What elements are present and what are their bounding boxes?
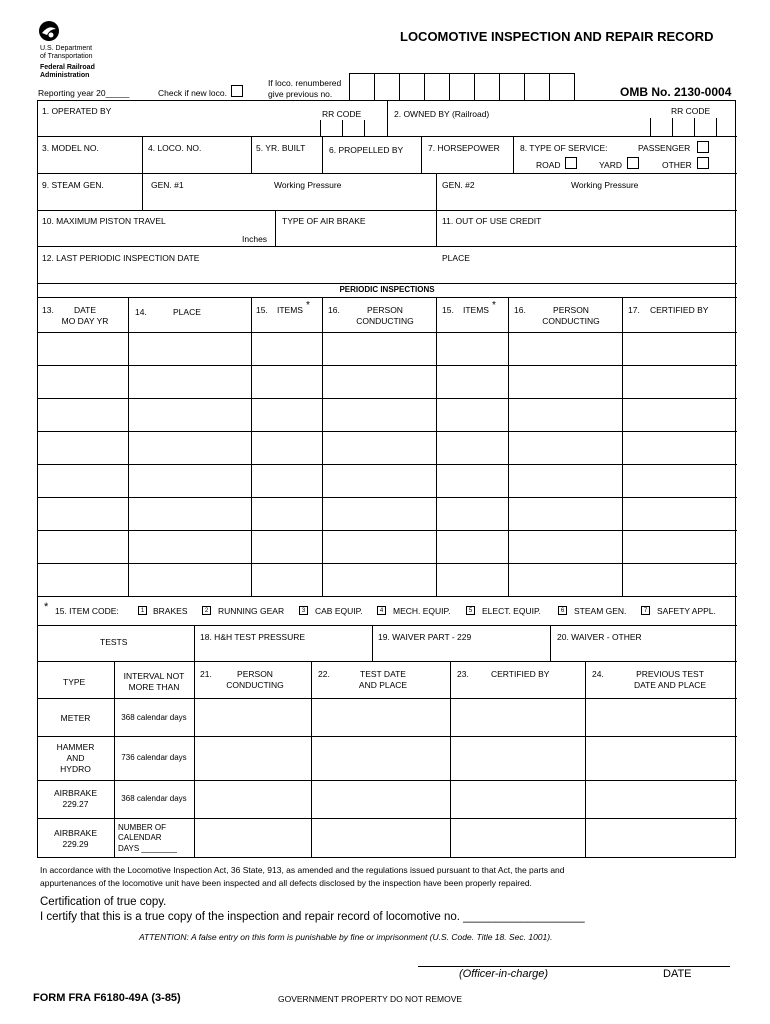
col15b-items: ITEMS	[463, 305, 489, 315]
date-label: DATE	[663, 968, 692, 980]
periodic-row[interactable]	[37, 432, 737, 464]
certification-title: Certification of true copy.	[40, 896, 167, 908]
c24-previous-test: PREVIOUS TEST	[636, 669, 704, 679]
test-type-hydro: HYDRO	[60, 764, 91, 774]
air-brake-field[interactable]	[278, 228, 433, 244]
certification-text[interactable]: I certify that this is a true copy of the inspection and repair record of locomotive no. ___________________	[40, 911, 585, 923]
periodic-row[interactable]	[37, 333, 737, 365]
rr-code-2-label: RR CODE	[671, 106, 711, 116]
col15b-num: 15.	[442, 305, 454, 315]
new-loco-checkbox[interactable]	[231, 85, 243, 97]
working-pressure-2-label: Working Pressure	[571, 180, 639, 190]
place-label: PLACE	[442, 253, 470, 263]
agency-line3: Federal Railroad	[40, 64, 95, 71]
item-code-num: 5	[466, 606, 475, 615]
dot-logo	[38, 20, 60, 42]
max-piston-field[interactable]	[40, 228, 238, 244]
item-code-num: 3	[299, 606, 308, 615]
operated-by-field[interactable]	[40, 118, 310, 134]
rr-code-1-field[interactable]	[320, 120, 386, 136]
max-piston-label: 10. MAXIMUM PISTON TRAVEL	[42, 216, 166, 226]
model-no-label: 3. MODEL NO.	[42, 143, 99, 153]
waiver-229-label: 19. WAIVER PART - 229	[378, 632, 472, 642]
type-header: TYPE	[63, 677, 86, 687]
passenger-checkbox[interactable]	[697, 141, 709, 153]
test-interval-hammer: 736 calendar days	[121, 753, 187, 762]
test-row[interactable]	[195, 737, 737, 780]
item-code-elect-equip: ELECT. EQUIP.	[482, 606, 541, 616]
gen1-field[interactable]	[145, 192, 433, 208]
c23-certified: CERTIFIED BY	[491, 669, 550, 679]
hh-pressure-field[interactable]	[197, 644, 369, 659]
test-type-229-27: 229.27	[62, 799, 89, 809]
dot-logo-icon	[38, 20, 60, 42]
test-row[interactable]	[195, 819, 737, 858]
horsepower-label: 7. HORSEPOWER	[428, 143, 500, 153]
item-code-star: *	[44, 601, 49, 613]
gen2-label: GEN. #2	[442, 180, 475, 190]
renumbered-line1: If loco. renumbered	[268, 78, 342, 88]
item-code-num: 7	[641, 606, 650, 615]
owned-by-field[interactable]	[392, 120, 642, 136]
col16b-person: PERSON	[553, 305, 589, 315]
air-brake-label: TYPE OF AIR BRAKE	[282, 216, 366, 226]
last-periodic-label: 12. LAST PERIODIC INSPECTION DATE	[42, 253, 200, 263]
test-interval-number-of: NUMBER OF	[118, 823, 166, 832]
rr-code-1-label: RR CODE	[322, 109, 362, 119]
c22-and-place: AND PLACE	[358, 680, 408, 690]
periodic-section-title: PERIODIC INSPECTIONS	[339, 285, 435, 294]
check-new-label: Check if new loco.	[158, 88, 227, 98]
col15a-star: *	[306, 300, 310, 311]
waiver-229-field[interactable]	[375, 644, 547, 659]
horsepower-field[interactable]	[424, 155, 511, 171]
c24-date-place: DATE AND PLACE	[633, 680, 707, 690]
col14-place: PLACE	[173, 307, 201, 317]
item-code-safety-appl: SAFETY APPL.	[657, 606, 716, 616]
other-checkbox[interactable]	[697, 157, 709, 169]
test-type-airbrake-2927: AIRBRAKE	[54, 788, 97, 798]
test-interval-calendar: CALENDAR	[118, 833, 162, 842]
c22-num: 22.	[318, 669, 330, 679]
test-type-229-29: 229.29	[62, 839, 89, 849]
loco-no-field[interactable]	[145, 155, 249, 171]
periodic-row[interactable]	[37, 399, 737, 431]
col17-certified: CERTIFIED BY	[650, 305, 709, 315]
loco-no-label: 4. LOCO. NO.	[148, 143, 202, 153]
act-statement-line1: In accordance with the Locomotive Inspection Act, 36 State, 913, as amended and the regulations issued pursuant to that Act, the parts and	[40, 865, 565, 875]
interval-header-2: MORE THAN	[128, 682, 180, 692]
c23-num: 23.	[457, 669, 469, 679]
test-type-airbrake-2929: AIRBRAKE	[54, 828, 97, 838]
attention-notice: ATTENTION: A false entry on this form is punishable by fine or imprisonment (U.S. Code. Title 18. Sec. 1001).	[139, 932, 553, 942]
test-interval-days[interactable]: DAYS ________	[118, 844, 178, 853]
waiver-other-label: 20. WAIVER - OTHER	[557, 632, 642, 642]
c21-num: 21.	[200, 669, 212, 679]
out-of-use-field[interactable]	[439, 228, 733, 244]
passenger-label: PASSENGER	[638, 143, 691, 153]
act-statement-line2: appurtenances of the locomotive unit have been inspected and all defects disclosed by the inspection have been properly repaired.	[40, 878, 532, 888]
item-code-mech-equip: MECH. EQUIP.	[393, 606, 451, 616]
item-code-brakes: BRAKES	[153, 606, 188, 616]
signature-line[interactable]	[418, 966, 730, 967]
col16b-num: 16.	[514, 305, 526, 315]
col16a-person: PERSON	[367, 305, 403, 315]
reporting-year[interactable]: Reporting year 20_____	[38, 88, 130, 98]
yard-label: YARD	[599, 160, 622, 170]
out-of-use-label: 11. OUT OF USE CREDIT	[442, 216, 542, 226]
operated-by-label: 1. OPERATED BY	[42, 106, 112, 116]
col14-num: 14.	[135, 307, 147, 317]
inches-label: Inches	[242, 234, 268, 244]
col16a-num: 16.	[328, 305, 340, 315]
item-code-running-gear: RUNNING GEAR	[218, 606, 285, 616]
yard-checkbox[interactable]	[627, 157, 639, 169]
col16b-conducting: CONDUCTING	[542, 316, 600, 326]
owned-by-label: 2. OWNED BY (Railroad)	[394, 109, 490, 119]
item-code-cab-equip: CAB EQUIP.	[315, 606, 363, 616]
form-number: FORM FRA F6180-49A (3-85)	[33, 992, 181, 1004]
col15a-num: 15.	[256, 305, 268, 315]
other-label: OTHER	[662, 160, 692, 170]
model-no-field[interactable]	[40, 155, 140, 171]
periodic-row[interactable]	[37, 465, 737, 497]
item-code-label: 15. ITEM CODE:	[55, 606, 119, 616]
item-code-num: 6	[558, 606, 567, 615]
col13-mo-day-yr: MO DAY YR	[61, 316, 109, 326]
test-interval-meter: 368 calendar days	[121, 713, 187, 722]
type-of-service-label: 8. TYPE OF SERVICE:	[520, 143, 608, 153]
yr-built-label: 5. YR. BUILT	[256, 143, 306, 153]
item-code-steam-gen: STEAM GEN.	[574, 606, 627, 616]
waiver-other-field[interactable]	[553, 644, 733, 659]
test-type-and: AND	[66, 753, 85, 763]
government-property: GOVERNMENT PROPERTY DO NOT REMOVE	[278, 994, 463, 1004]
col15a-items: ITEMS	[277, 305, 303, 315]
form-title: LOCOMOTIVE INSPECTION AND REPAIR RECORD	[400, 29, 714, 44]
agency-line2: of Transportation	[40, 53, 93, 60]
periodic-row[interactable]	[37, 531, 737, 563]
item-code-num: 2	[202, 606, 211, 615]
gen1-label: GEN. #1	[151, 180, 184, 190]
test-type-hammer: HAMMER	[56, 742, 95, 752]
renumbered-line2: give previous no.	[268, 89, 333, 99]
col13-date: DATE	[73, 305, 97, 315]
propelled-by-label: 6. PROPELLED BY	[329, 145, 404, 155]
periodic-row[interactable]	[37, 366, 737, 398]
periodic-row[interactable]	[37, 498, 737, 530]
last-periodic-field[interactable]	[40, 265, 430, 281]
interval-header-1: INTERVAL NOT	[123, 671, 185, 681]
agency-line4: Administration	[40, 72, 90, 79]
working-pressure-1-label: Working Pressure	[274, 180, 342, 190]
col13-num: 13.	[42, 305, 54, 315]
previous-no-field[interactable]	[349, 73, 575, 101]
periodic-row[interactable]	[37, 564, 737, 596]
road-label: ROAD	[536, 160, 561, 170]
test-row[interactable]	[195, 781, 737, 818]
steam-gen-label: 9. STEAM GEN.	[42, 180, 104, 190]
item-code-num: 1	[138, 606, 147, 615]
c22-test-date: TEST DATE	[360, 669, 406, 679]
tests-label: TESTS	[100, 637, 128, 647]
officer-label: (Officer-in-charge)	[459, 968, 549, 980]
hh-pressure-label: 18. H&H TEST PRESSURE	[200, 632, 306, 642]
test-row[interactable]	[195, 699, 737, 736]
item-code-num: 4	[377, 606, 386, 615]
col17-num: 17.	[628, 305, 640, 315]
test-type-meter: METER	[60, 713, 91, 723]
c21-person: PERSON	[237, 669, 273, 679]
gen2-field[interactable]	[439, 192, 733, 208]
place-field[interactable]	[439, 265, 733, 281]
c24-num: 24.	[592, 669, 604, 679]
yr-built-field[interactable]	[254, 155, 320, 171]
agency-line1: U.S. Department	[40, 45, 93, 52]
road-checkbox[interactable]	[565, 157, 577, 169]
test-interval-airbrake-2927: 368 calendar days	[121, 794, 187, 803]
omb-number: OMB No. 2130-0004	[620, 85, 732, 99]
propelled-by-field[interactable]	[325, 157, 419, 171]
col15b-star: *	[492, 300, 496, 311]
rr-code-2-field[interactable]	[650, 118, 736, 136]
col16a-conducting: CONDUCTING	[356, 316, 414, 326]
c21-conducting: CONDUCTING	[226, 680, 284, 690]
